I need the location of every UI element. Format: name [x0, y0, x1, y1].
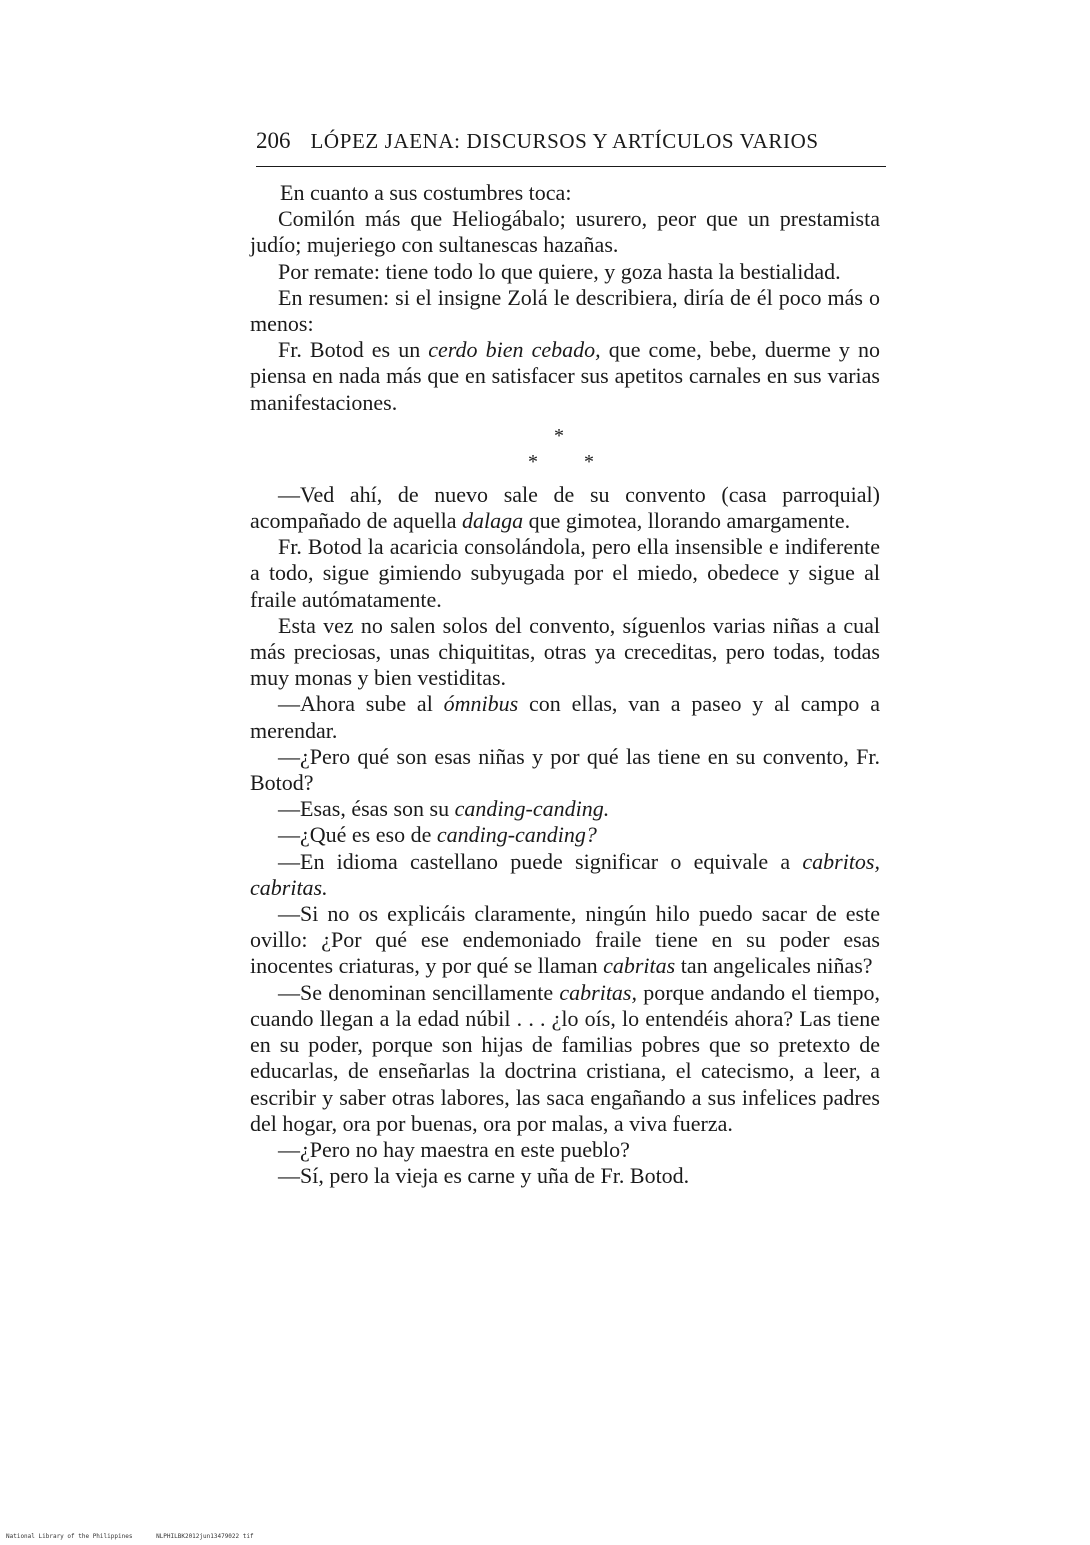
paragraph-text: con ellas, van a paseo y al campo a merendar.: [250, 691, 880, 743]
section-break-asterism: [250, 416, 880, 482]
paragraph: [250, 901, 880, 980]
asterisk: *: [584, 450, 594, 473]
paragraph: Esta vez no salen solos del convento, síguenlos varias niñas a cual más preciosas, unas chiquititas, otras ya creceditas, pero todas, todas muy monas y bien vestiditas.: [250, 612, 880, 691]
paragraph-text: porque andando el tiempo, cuando llegan a la edad núbil . . . ¿lo oís, lo entendéis ahora? Las tiene en su poder, porque son hijas de familias pobres que so pretexto de educarlas, de enseñarlas la doctrina cristiana, el catecismo, a leer, a escribir y saber otras labores, las saca engañando a sus infelices padres del hogar, ora por buenas, ora por malas, a viva fuerza.: [250, 979, 880, 1136]
italic-phrase: canding-canding.: [454, 796, 610, 822]
paragraph: En cuanto a sus costumbres toca:: [280, 180, 572, 205]
asterisk: *: [528, 450, 538, 473]
paragraph-text: —Se denominan sencillamente: [278, 979, 560, 1005]
italic-phrase: canding-canding?: [436, 822, 597, 848]
paragraph: [250, 691, 880, 743]
italic-phrase: cabritas,: [559, 979, 637, 1005]
paragraph: [250, 482, 880, 534]
paragraph: [250, 822, 880, 848]
page-body: [250, 180, 880, 1189]
paragraph-text: —Esas, ésas son su: [278, 796, 455, 822]
paragraph: [250, 796, 880, 822]
paragraph: —Sí, pero la vieja es carne y uña de Fr. Botod.: [278, 1163, 690, 1189]
paragraph-text: que come, bebe, duerme y no piensa en nada más que en satisfacer sus apetitos carnales en sus varias manifestaciones.: [250, 337, 880, 415]
paragraph-text: que gimotea, llorando amargamente.: [523, 508, 851, 534]
paragraph-text: tan angelicales niñas?: [675, 953, 873, 979]
paragraph-text: —¿Qué es eso de: [278, 822, 437, 848]
scan-file-id: NLPHILBK2012jun13479022 tif: [156, 1533, 254, 1540]
paragraph: [250, 337, 880, 416]
header-rule: [256, 166, 886, 167]
running-header: [256, 128, 886, 160]
paragraph: Por remate: tiene todo lo que quiere, y goza hasta la bestialidad.: [278, 258, 841, 284]
italic-phrase: ómnibus: [443, 691, 519, 717]
library-credit: National Library of the Philippines: [6, 1533, 133, 1540]
page-number: 206: [256, 128, 291, 153]
paragraph: En resumen: si el insigne Zolá le describiera, diría de él poco más o menos:: [250, 284, 880, 337]
paragraph: [250, 849, 880, 901]
paragraph: —¿Pero no hay maestra en este pueblo?: [278, 1136, 630, 1162]
paragraph: —¿Pero qué son esas niñas y por qué las tiene en su convento, Fr. Botod?: [250, 743, 880, 796]
paragraph-text: —En idioma castellano puede significar o equivale a: [278, 848, 803, 874]
italic-phrase: dalaga: [461, 508, 524, 534]
paragraph: Comilón más que Heliogábalo; usurero, peor que un prestamista judío; mujeriego con sultanescas hazañas.: [250, 206, 880, 258]
running-title: LÓPEZ JAENA: DISCURSOS Y ARTÍCULOS VARIOS: [310, 129, 819, 153]
paragraph-text: —Si no os explicáis claramente, ningún hilo puedo sacar de este ovillo: ¿Por qué ese endemoniado fraile tiene en su poder esas inocentes criaturas, y por qué se llaman: [250, 901, 880, 979]
asterisk: *: [554, 424, 564, 447]
paragraph-text: Fr. Botod es un: [278, 337, 429, 363]
italic-phrase: cerdo bien cebado,: [428, 337, 601, 363]
italic-phrase: cabritas: [603, 953, 676, 979]
scan-footer: [6, 1533, 274, 1540]
paragraph: [250, 980, 880, 1137]
paragraph-text: —Ahora sube al: [278, 691, 444, 717]
paragraph: Fr. Botod la acaricia consolándola, pero ella insensible e indiferente a todo, sigue gimiendo subyugada por el miedo, obedece y sigue al fraile autómatamente.: [250, 534, 880, 612]
italic-phrase: cabritos, cabritas.: [250, 848, 880, 900]
paragraph-text: —Ved ahí, de nuevo sale de su convento (casa parroquial) acompañado de aquella: [250, 481, 880, 534]
